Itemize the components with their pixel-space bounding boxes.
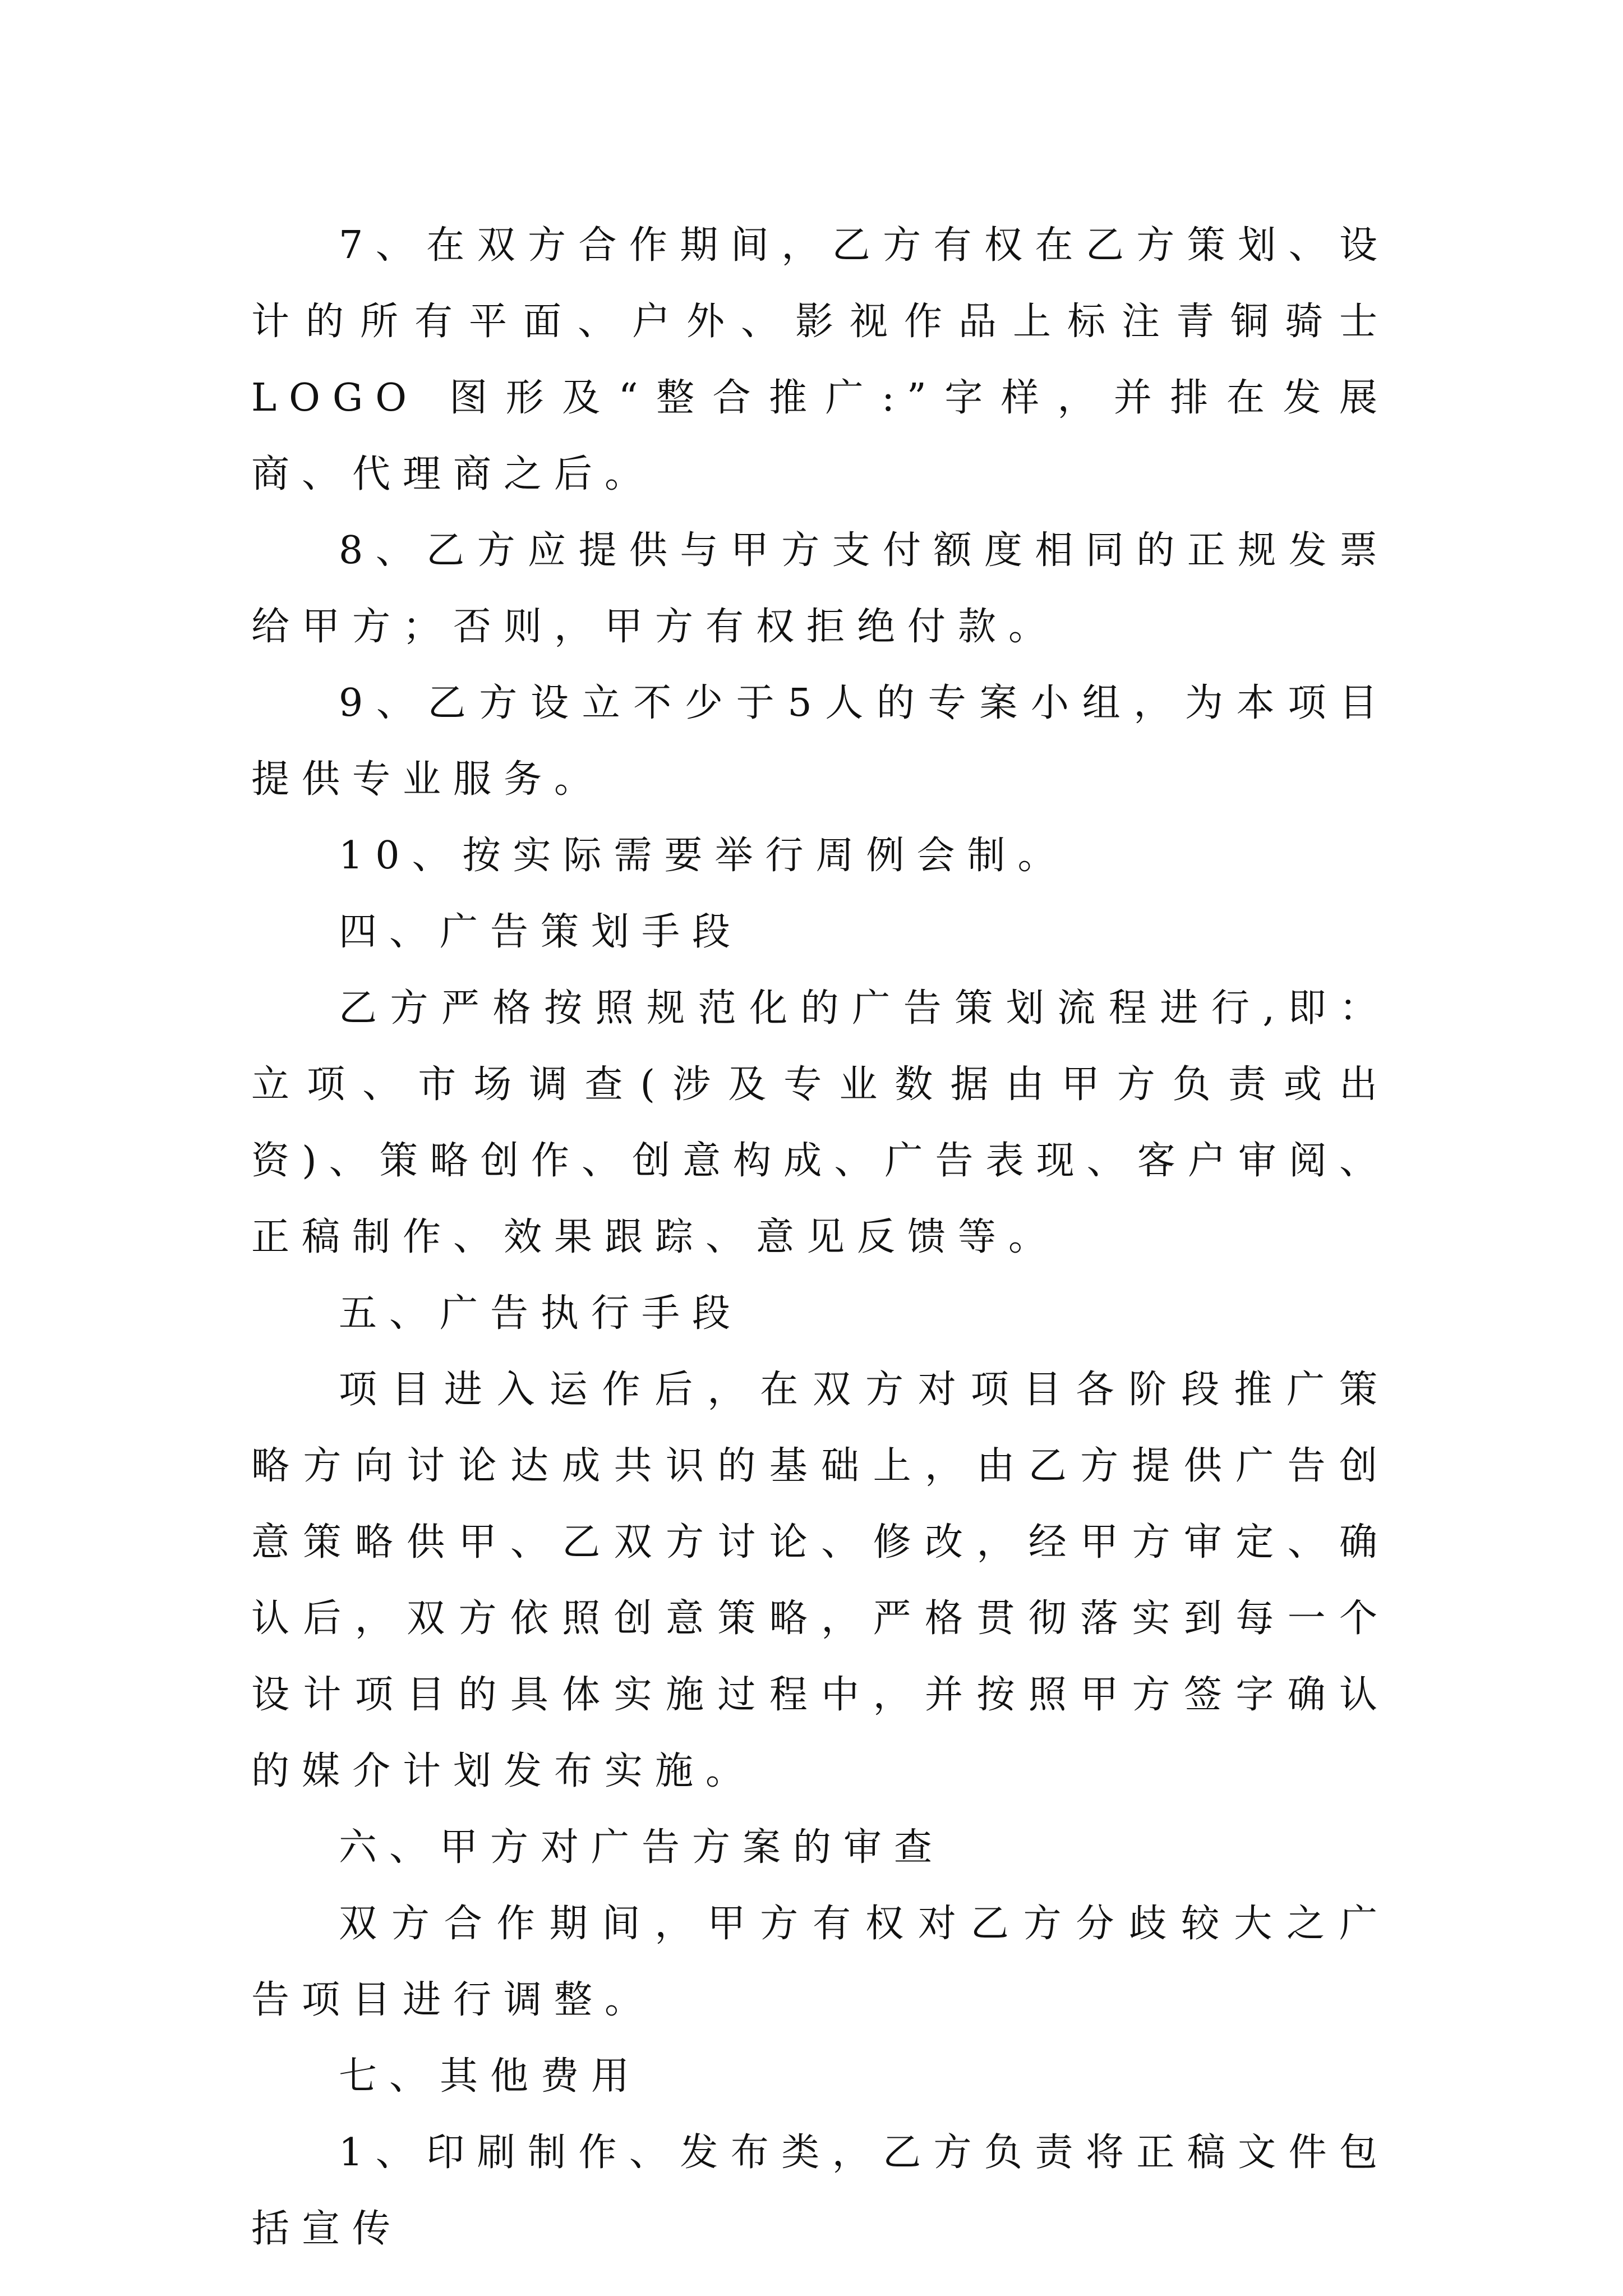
document-body xyxy=(251,208,1390,2267)
section-6-body: 双方合作期间，甲方有权对乙方分歧较大之广告项目进行调整。 xyxy=(251,1902,1390,2022)
section-7-clause-1: 1、印刷制作、发布类，乙方负责将正稿文件包括宣传 xyxy=(251,2131,1390,2251)
section-heading-4: 四、广告策划手段 xyxy=(339,910,743,954)
clause-10: 10、按实际需要举行周例会制。 xyxy=(339,834,1068,878)
clause-9: 9、乙方设立不少于5人的专案小组，为本项目提供专业服务。 xyxy=(251,681,1390,802)
section-5-body: 项目进入运作后，在双方对项目各阶段推广策略方向讨论达成共识的基础上，由乙方提供广告创意策略供甲、乙双方讨论、修改，经甲方审定、确认后，双方依照创意策略，严格贯彻落实到每一个设计项目的具体实施过程中，并按照甲方签字确认的媒介计划发布实施。 xyxy=(251,1368,1390,1793)
clause-7: 7、在双方合作期间，乙方有权在乙方策划、设计的所有平面、户外、影视作品上标注青铜骑士LOGO 图形及“整合推广:”字样，并排在发展商、代理商之后。 xyxy=(251,223,1390,496)
section-heading-5: 五、广告执行手段 xyxy=(339,1291,743,1336)
section-4-body: 乙方严格按照规范化的广告策划流程进行,即：立项、市场调查(涉及专业数据由甲方负责或出资)、策略创作、创意构成、广告表现、客户审阅、正稿制作、效果跟踪、意见反馈等。 xyxy=(251,986,1390,1259)
clause-8: 8、乙方应提供与甲方支付额度相同的正规发票给甲方；否则，甲方有权拒绝付款。 xyxy=(251,528,1390,649)
section-heading-6: 六、甲方对广告方案的审查 xyxy=(339,1825,945,1870)
section-heading-7: 七、其他费用 xyxy=(339,2054,642,2099)
